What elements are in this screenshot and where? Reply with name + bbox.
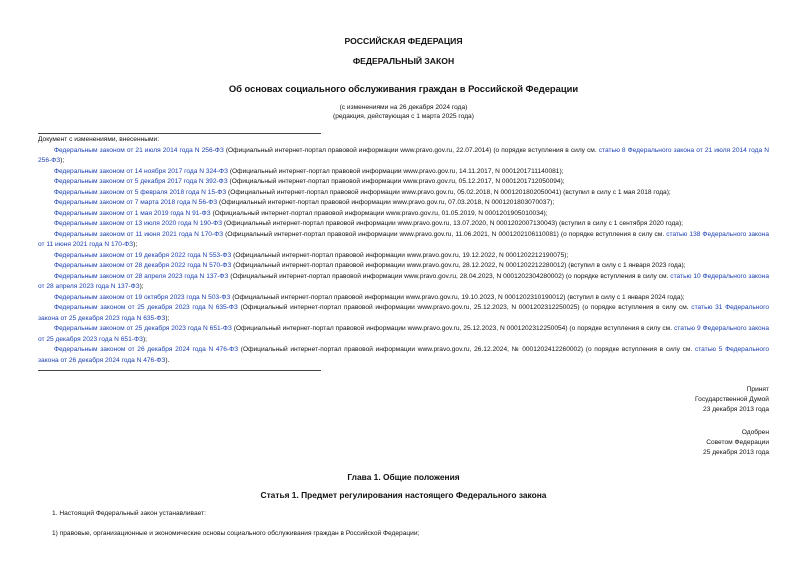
amending-law-link[interactable]: Федеральным законом от 19 октября 2023 года N 503-ФЗ [54,293,231,301]
entry-into-force-link[interactable]: статью 9 Федерального закона от 25 декабря 2023 года N 651-ФЗ [38,325,770,343]
change-item [38,198,769,209]
document-title: Об основах социального обслуживания граждан в Российской Федерации [228,83,579,94]
change-publication-text: (Официальный интернет-портал правовой информации www.pravo.gov.ru, 19.10.2023, N 0001202310190012) (вступил в силу с 1 января 2024 года); [230,293,685,301]
change-publication-text: (Официальный интернет-портал правовой информации www.pravo.gov.ru, 19.12.2022, N 0001202212190075); [231,251,569,259]
amending-law-link[interactable]: Федеральным законом от 28 декабря 2022 года N 570-ФЗ [54,262,232,269]
change-item [38,251,769,262]
amending-law-link[interactable]: Федеральным законом от 7 марта 2018 года N 56-ФЗ [54,199,218,206]
amending-law-link[interactable]: Федеральным законом от 26 декабря 2024 года N 476-ФЗ [54,346,239,353]
divider-bottom [38,370,321,371]
header-law-type: ФЕДЕРАЛЬНЫЙ ЗАКОН [352,56,455,66]
change-publication-text: (Официальный интернет-портал правовой информации www.pravo.gov.ru, 11.06.2021, N 0001202106110081) (о порядке вступления в силу см. [223,230,667,238]
accepted-block [38,385,769,415]
change-item [38,177,769,188]
change-publication-text: (Официальный интернет-портал правовой информации www.pravo.gov.ru, 05.02.2018, N 0001201802050041) (вступил в силу с 1 мая 2018 года); [226,188,671,196]
change-publication-text: (Официальный интернет-портал правовой информации www.pravo.gov.ru, 22.07.2014) (о порядке вступления в силу см. [223,146,599,154]
entry-into-force-link[interactable]: статью 10 Федерального закона от 28 апреля 2023 года N 137-ФЗ [38,272,769,290]
entry-into-force-link[interactable]: статью 5 Федерального закона от 26 декабря 2024 года N 476-ФЗ [38,346,770,364]
change-tail-text: ). [165,356,170,364]
approved-block [38,428,769,458]
paragraph-2: 1) правовые, организационные и экономические основы социального обслуживания граждан в Российской Федерации; [52,530,420,537]
divider-top [38,133,321,134]
header-country: РОССИЙСКАЯ ФЕДЕРАЦИЯ [344,36,463,46]
changes-items [38,146,769,367]
change-item [38,293,769,304]
change-publication-text: (Официальный интернет-портал правовой информации www.pravo.gov.ru, 25.12.2023, N 0001202312250025) (о порядке вступления в силу см. [237,304,692,311]
change-publication-text: (Официальный интернет-портал правовой информации www.pravo.gov.ru, 01.05.2019, N 0001201905010034); [210,209,548,217]
change-item [38,345,769,366]
amending-law-link[interactable]: Федеральным законом от 25 декабря 2023 года N 651-ФЗ [54,325,232,332]
change-tail-text: ); [133,241,138,248]
change-publication-text: (Официальный интернет-портал правовой информации www.pravo.gov.ru, 25.12.2023, N 0001202312250054) (о порядке вступления в силу см. [231,325,674,332]
change-item [38,167,769,178]
amending-law-link[interactable]: Федеральным законом от 19 декабря 2022 года N 553-ФЗ [54,251,232,259]
amending-law-link[interactable]: Федеральным законом от 5 февраля 2018 года N 15-ФЗ [54,188,227,196]
change-item [38,188,769,199]
approved-line: Одобрен [741,429,769,436]
change-item [38,219,769,230]
amending-law-link[interactable]: Федеральным законом от 1 мая 2019 года N 91-ФЗ [54,209,211,217]
paragraph-1: 1. Настоящий Федеральный закон устанавливает: [52,510,206,517]
change-publication-text: (Официальный интернет-портал правовой информации www.pravo.gov.ru, 28.12.2022, N 0001202212280012) (вступил в силу с 1 января 2023 года); [231,262,686,269]
change-item [38,146,769,167]
change-publication-text: (Официальный интернет-портал правовой информации www.pravo.gov.ru, 07.03.2018, N 0001201803070037); [217,199,555,206]
change-publication-text: (Официальный интернет-портал правовой информации www.pravo.gov.ru, 05.12.2017, N 0001201712050094); [227,178,565,185]
change-item [38,324,769,345]
amending-law-link[interactable]: Федеральным законом от 28 апреля 2023 года N 137-ФЗ [54,272,229,280]
change-publication-text: (Официальный интернет-портал правовой информации www.pravo.gov.ru, 14.11.2017, N 0001201711140081); [228,167,564,175]
amended-note: (с изменениями на 26 декабря 2024 года) [339,104,468,111]
change-item [38,261,769,272]
chapter-heading: Глава 1. Общие положения [347,472,460,482]
amending-law-link[interactable]: Федеральным законом от 14 ноября 2017 года N 324-ФЗ [54,167,229,175]
accepted-date: 23 декабря 2013 года [703,406,769,413]
edition-note: (редакция, действующая с 1 марта 2025 года) [333,113,474,120]
amending-law-link[interactable]: Федеральным законом от 25 декабря 2023 года N 635-ФЗ [54,304,238,311]
accepted-by: Государственной Думой [695,396,769,403]
amending-law-link[interactable]: Федеральным законом от 21 июля 2014 года N 256-ФЗ [54,146,224,154]
amending-law-link[interactable]: Федеральным законом от 11 июня 2021 года N 170-ФЗ [54,230,224,238]
article-heading: Статья 1. Предмет регулирования настоящего Федерального закона [260,490,547,500]
entry-into-force-link[interactable]: статью 8 Федерального закона от 21 июля 2014 года N 256-ФЗ [38,146,769,164]
change-item [38,303,769,324]
document-page [38,36,769,539]
amending-law-link[interactable]: Федеральным законом от 13 июля 2020 года N 190-ФЗ [54,220,223,227]
changes-label: Документ с изменениями, внесенными: [38,136,160,143]
approved-by: Советом Федерации [706,439,769,446]
change-tail-text: ); [60,157,65,164]
approved-date: 25 декабря 2013 года [703,449,769,456]
change-tail-text: ); [139,283,144,290]
entry-into-force-link[interactable]: статью 31 Федерального закона от 25 декабря 2023 года N 635-ФЗ [38,304,770,322]
change-item [38,209,769,220]
amending-law-link[interactable]: Федеральным законом от 5 декабря 2017 года N 392-ФЗ [54,178,228,185]
change-tail-text: ); [142,335,147,343]
change-item [38,230,769,251]
change-item [38,272,769,293]
changes-list [38,135,769,366]
accepted-line: Принят [746,386,769,393]
entry-into-force-link[interactable]: статью 138 Федерального закона от 11 июня 2021 года N 170-ФЗ [38,230,769,248]
change-publication-text: (Официальный интернет-портал правовой информации www.pravo.gov.ru, 26.12.2024, № 0001202412260002) (о порядке вступления в силу см. [238,346,695,353]
change-publication-text: (Официальный интернет-портал правовой информации www.pravo.gov.ru, 28.04.2023, N 0001202304280002) (о порядке вступления в силу см. [228,272,671,280]
change-tail-text: ); [165,314,170,322]
change-publication-text: (Официальный интернет-портал правовой информации www.pravo.gov.ru, 13.07.2020, N 0001202007130043) (вступил в силу с 1 сентября 2020 года); [222,220,683,227]
